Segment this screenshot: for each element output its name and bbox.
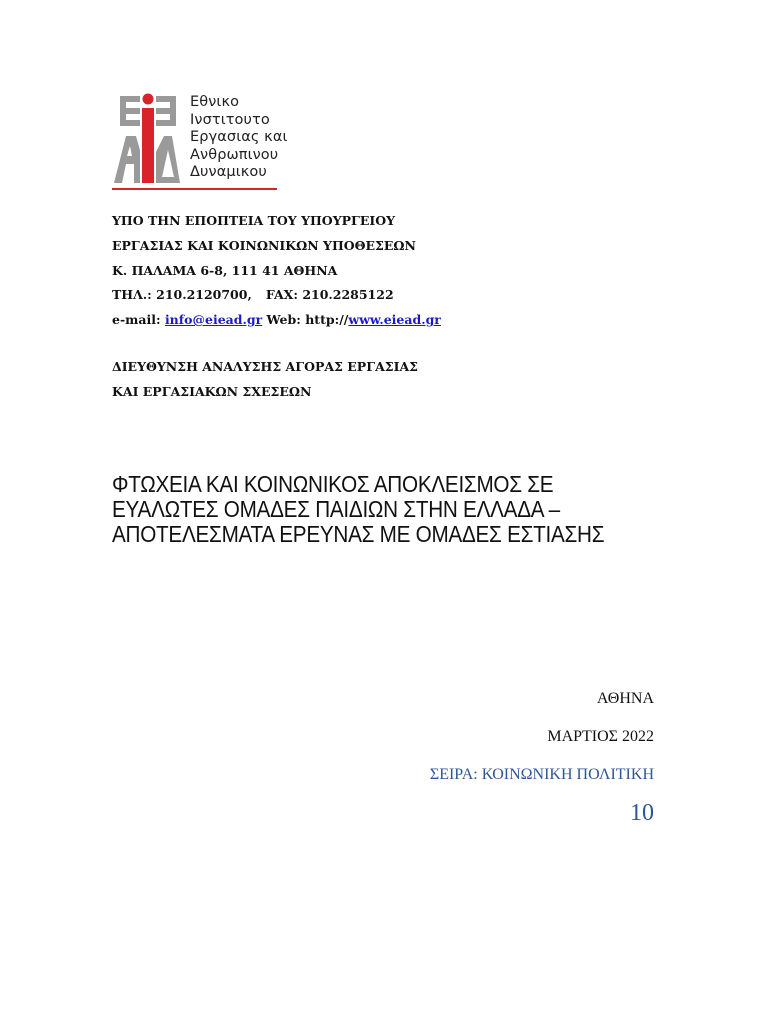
institute-name-line: Ινστιτουτο — [190, 111, 270, 128]
institute-name-line: Δυναμικου — [190, 164, 267, 181]
institute-name-line: Εργασιας και — [190, 129, 288, 146]
publication-date: ΜΑΡΤΙΟΣ 2022 — [547, 728, 654, 745]
agency-info — [112, 209, 441, 333]
eiead-emblem-icon — [112, 92, 182, 188]
publication-city: ΑΘΗΝΑ — [596, 690, 654, 707]
email-label: e-mail: — [112, 312, 161, 328]
department-line: ΔΙΕΥΘΥΝΣΗ ΑΝΑΛΥΣΗΣ ΑΓΟΡΑΣ ΕΡΓΑΣΙΑΣ — [112, 359, 418, 374]
phone-text: ΤΗΛ.: 210.2120700, — [112, 287, 252, 303]
institute-name-line: Εθνικο — [190, 94, 240, 110]
logo-underline — [112, 188, 277, 190]
institute-logo — [112, 92, 288, 192]
website-link[interactable]: www.eiead.gr — [348, 312, 441, 328]
address-line: Κ. ΠΑΛΑΜΑ 6-8, 111 41 ΑΘΗΝΑ — [112, 262, 338, 278]
email-link[interactable]: info@eiead.gr — [164, 312, 263, 328]
online-contact-line — [112, 308, 441, 333]
institute-name-line: Ανθρωπινου — [190, 146, 279, 163]
web-label: Web: http:// — [266, 312, 349, 328]
report-title — [112, 472, 604, 547]
report-title-line: ΑΠΟΤΕΛΕΣΜΑΤΑ ΕΡΕΥΝΑΣ ΜΕ ΟΜΑΔΕΣ ΕΣΤΙΑΣΗΣ — [112, 521, 605, 547]
department-line: ΚΑΙ ΕΡΓΑΣΙΑΚΩΝ ΣΧΕΣΕΩΝ — [112, 383, 312, 399]
series-number: 10 — [630, 800, 654, 826]
report-title-line: ΕΥΑΛΩΤΕΣ ΟΜΑΔΕΣ ΠΑΙΔΙΩΝ ΣΤΗΝ ΕΛΛΑΔΑ – — [112, 496, 560, 522]
contact-line — [112, 283, 441, 308]
series-name: ΣΕΙΡΑ: ΚΟΙΝΩΝΙΚΗ ΠΟΛΙΤΙΚΗ — [429, 766, 654, 783]
ministry-line: ΕΡΓΑΣΙΑΣ ΚΑΙ ΚΟΙΝΩΝΙΚΩΝ ΥΠΟΘΕΣΕΩΝ — [112, 237, 416, 253]
supervision-line: ΥΠΟ ΤΗΝ ΕΠΟΠΤΕΙΑ ΤΟΥ ΥΠΟΥΡΓΕΙΟΥ — [112, 213, 396, 228]
institute-name — [190, 94, 288, 182]
department-info — [112, 355, 418, 405]
fax-text: FAX: 210.2285122 — [265, 287, 394, 303]
report-title-line: ΦΤΩΧΕΙΑ ΚΑΙ ΚΟΙΝΩΝΙΚΟΣ ΑΠΟΚΛΕΙΣΜΟΣ ΣΕ — [112, 471, 554, 497]
